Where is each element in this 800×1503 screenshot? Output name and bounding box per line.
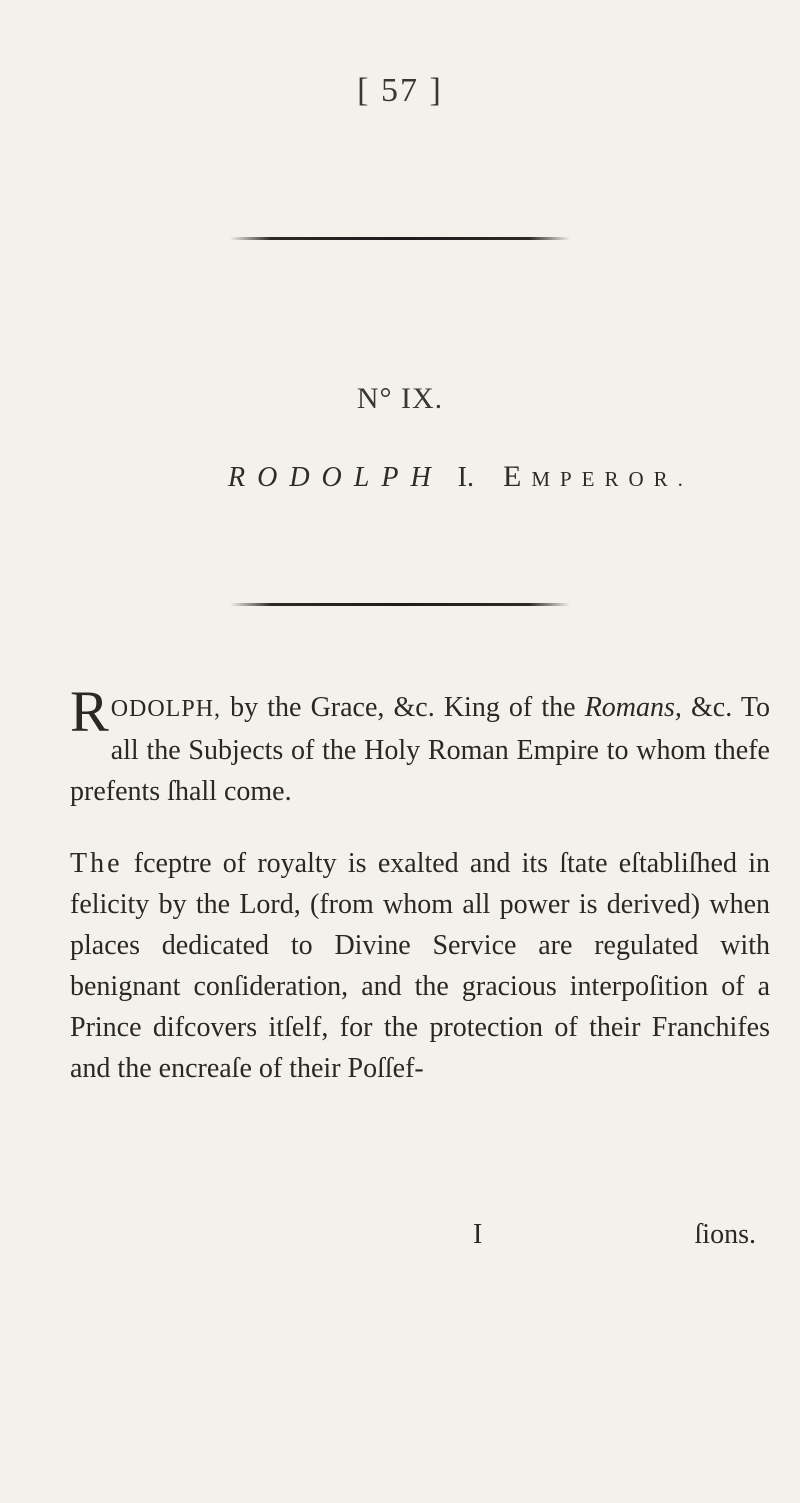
signature-mark: I: [473, 1219, 483, 1250]
paragraph-body: [70, 843, 770, 1089]
page-footer: [70, 1219, 770, 1260]
title-regnal: I.: [457, 462, 474, 493]
salutation-text-b: &c. To all the Subjects of the Holy Roman Empire to whom thefe prefents ſhall come.: [70, 692, 770, 807]
salutation-lead: ODOLPH,: [110, 696, 222, 722]
title-office-initial: E: [503, 460, 532, 493]
page-number: [ 57 ]: [357, 72, 443, 109]
salutation-text-a: by the Grace, &c. King of the: [221, 692, 585, 723]
bottom-rule: [230, 603, 570, 606]
title-office-rest: MPEROR.: [531, 467, 693, 491]
top-rule: [230, 237, 570, 240]
body-text: fceptre of royalty is exalted and its ſtate eſtabliſhed in felicity by the Lord, (from whom all power is derived) when places dedicated to Divine Service are regulated with benignant conſideration, and the gracious interpoſition of a Prince difcovers itſelf, for the protection of their Franchifes and the encreaſe of their Poſſef-: [70, 848, 770, 1084]
document-title: [228, 460, 788, 494]
catchword: ſions.: [694, 1219, 756, 1250]
document-number: N° IX.: [356, 382, 444, 415]
paragraph-salutation: [70, 679, 770, 812]
drop-cap: R: [70, 679, 109, 744]
body-lead: The: [70, 848, 123, 879]
salutation-italic: Romans,: [584, 692, 682, 723]
title-office: [503, 462, 693, 493]
title-name: RODOLPH: [228, 462, 443, 493]
